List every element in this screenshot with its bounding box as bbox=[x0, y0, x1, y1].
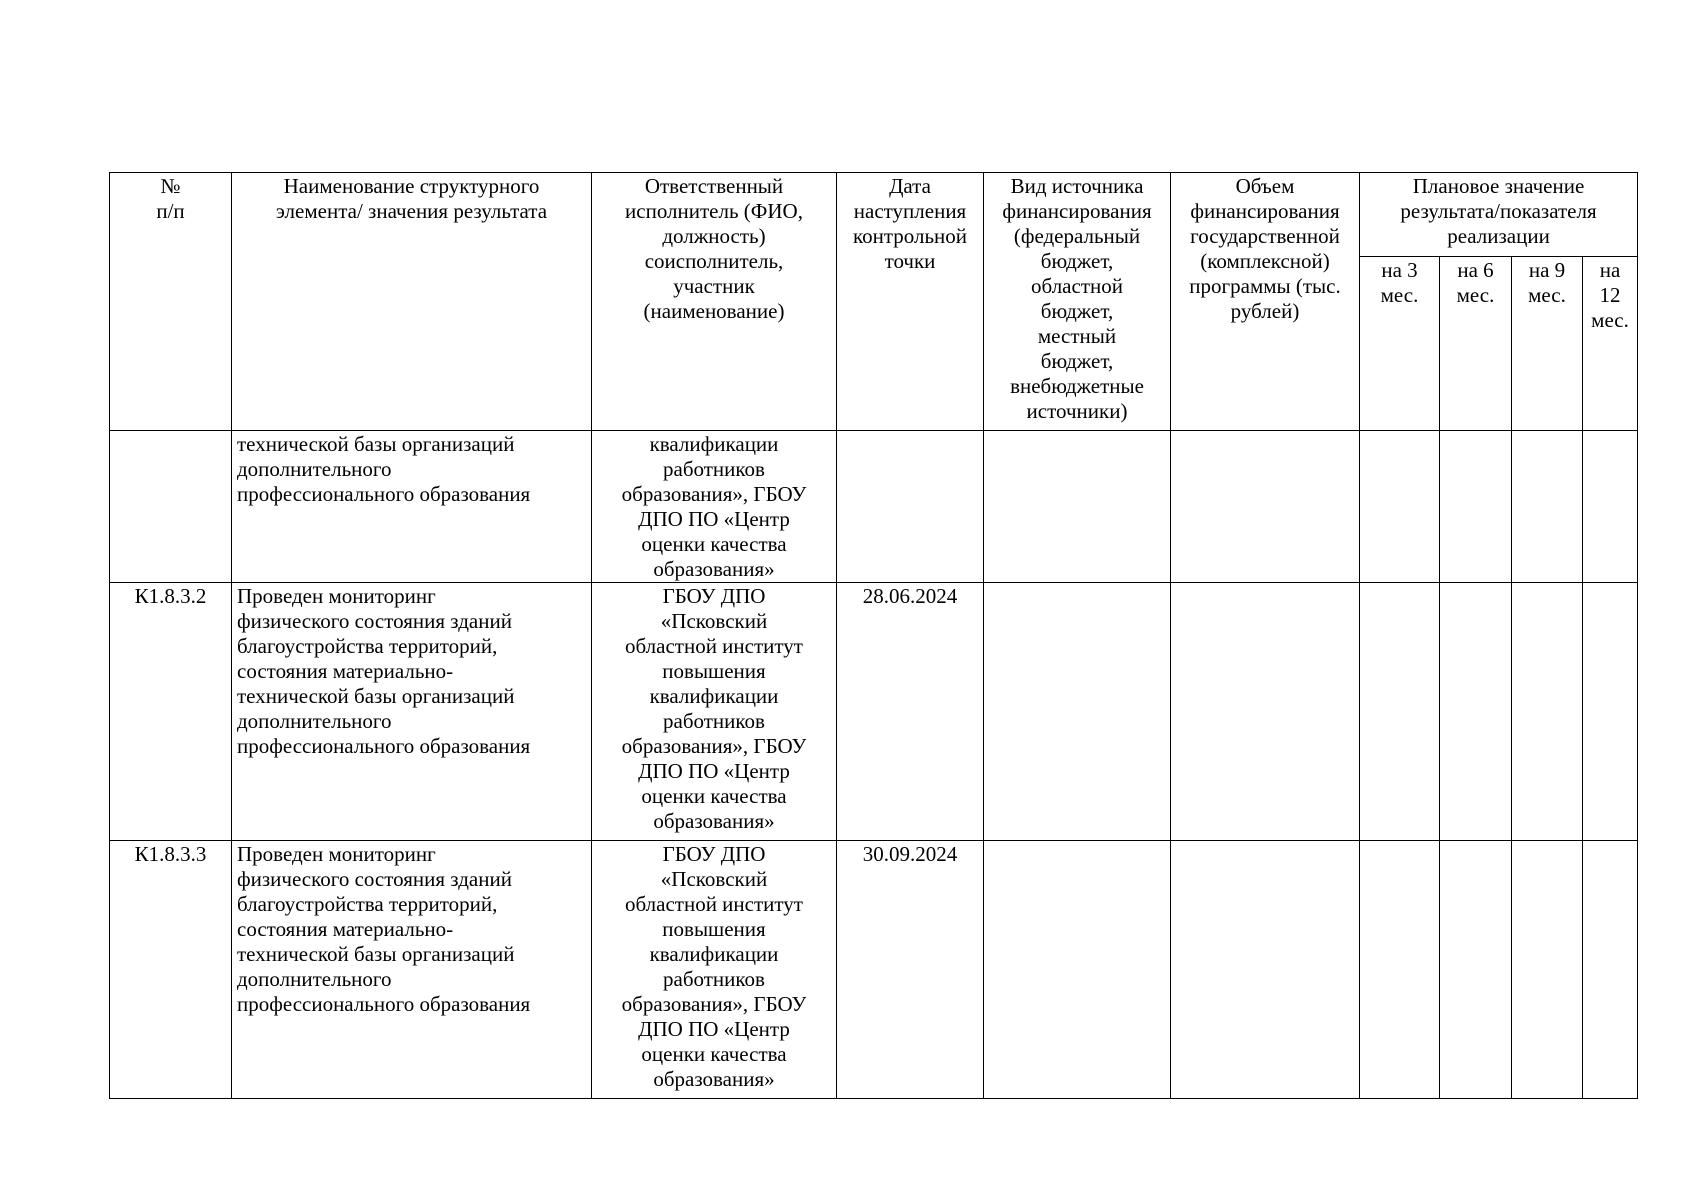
header-m12: на 12 мес. bbox=[1583, 257, 1638, 431]
cell-name: Проведен мониторинг физического состояния зданий благоустройства территорий, состояния материально- технической базы организаций дополнительного профессионального образования bbox=[232, 583, 592, 841]
table-body bbox=[110, 431, 1638, 1099]
header-source: Вид источника финансирования (федеральный бюджет, областной бюджет, местный бюджет, внебюджетные источники) bbox=[984, 173, 1171, 431]
cell-m3 bbox=[1360, 841, 1440, 1099]
header-executor: Ответственный исполнитель (ФИО, должность) соисполнитель, участник (наименование) bbox=[592, 173, 837, 431]
cell-executor: ГБОУ ДПО «Псковский областной институт повышения квалификации работников образования», ГБОУ ДПО ПО «Центр оценки качества образования» bbox=[592, 841, 837, 1099]
header-name: Наименование структурного элемента/ значения результата bbox=[232, 173, 592, 431]
cell-date bbox=[837, 431, 984, 583]
cell-num bbox=[110, 431, 232, 583]
plan-table bbox=[109, 172, 1638, 1099]
cell-m9 bbox=[1512, 431, 1583, 583]
header-m6: на 6 мес. bbox=[1440, 257, 1512, 431]
cell-num: К1.8.3.2 bbox=[110, 583, 232, 841]
table-row bbox=[110, 583, 1638, 841]
header-volume: Объем финансирования государственной (комплексной) программы (тыс. рублей) bbox=[1171, 173, 1360, 431]
cell-source bbox=[984, 841, 1171, 1099]
cell-executor: ГБОУ ДПО «Псковский областной институт повышения квалификации работников образования», ГБОУ ДПО ПО «Центр оценки качества образования» bbox=[592, 583, 837, 841]
cell-executor: квалификации работников образования», ГБОУ ДПО ПО «Центр оценки качества образования» bbox=[592, 431, 837, 583]
cell-m12 bbox=[1583, 841, 1638, 1099]
cell-m3 bbox=[1360, 583, 1440, 841]
cell-m6 bbox=[1440, 841, 1512, 1099]
cell-m9 bbox=[1512, 841, 1583, 1099]
cell-m9 bbox=[1512, 583, 1583, 841]
table-header bbox=[110, 173, 1638, 431]
cell-m12 bbox=[1583, 583, 1638, 841]
cell-date: 28.06.2024 bbox=[837, 583, 984, 841]
cell-date: 30.09.2024 bbox=[837, 841, 984, 1099]
cell-source bbox=[984, 431, 1171, 583]
header-row-1 bbox=[110, 173, 1638, 257]
header-m3: на 3 мес. bbox=[1360, 257, 1440, 431]
header-m9: на 9 мес. bbox=[1512, 257, 1583, 431]
cell-m3 bbox=[1360, 431, 1440, 583]
table-row bbox=[110, 431, 1638, 583]
cell-name: Проведен мониторинг физического состояния зданий благоустройства территорий, состояния материально- технической базы организаций дополнительного профессионального образования bbox=[232, 841, 592, 1099]
cell-name: технической базы организаций дополнительного профессионального образования bbox=[232, 431, 592, 583]
cell-volume bbox=[1171, 841, 1360, 1099]
cell-volume bbox=[1171, 583, 1360, 841]
table-row bbox=[110, 841, 1638, 1099]
cell-source bbox=[984, 583, 1171, 841]
cell-volume bbox=[1171, 431, 1360, 583]
cell-m12 bbox=[1583, 431, 1638, 583]
cell-m6 bbox=[1440, 583, 1512, 841]
header-num: № п/п bbox=[110, 173, 232, 431]
header-planned: Плановое значение результата/показателя реализации bbox=[1360, 173, 1638, 257]
cell-num: К1.8.3.3 bbox=[110, 841, 232, 1099]
cell-m6 bbox=[1440, 431, 1512, 583]
header-date: Дата наступления контрольной точки bbox=[837, 173, 984, 431]
